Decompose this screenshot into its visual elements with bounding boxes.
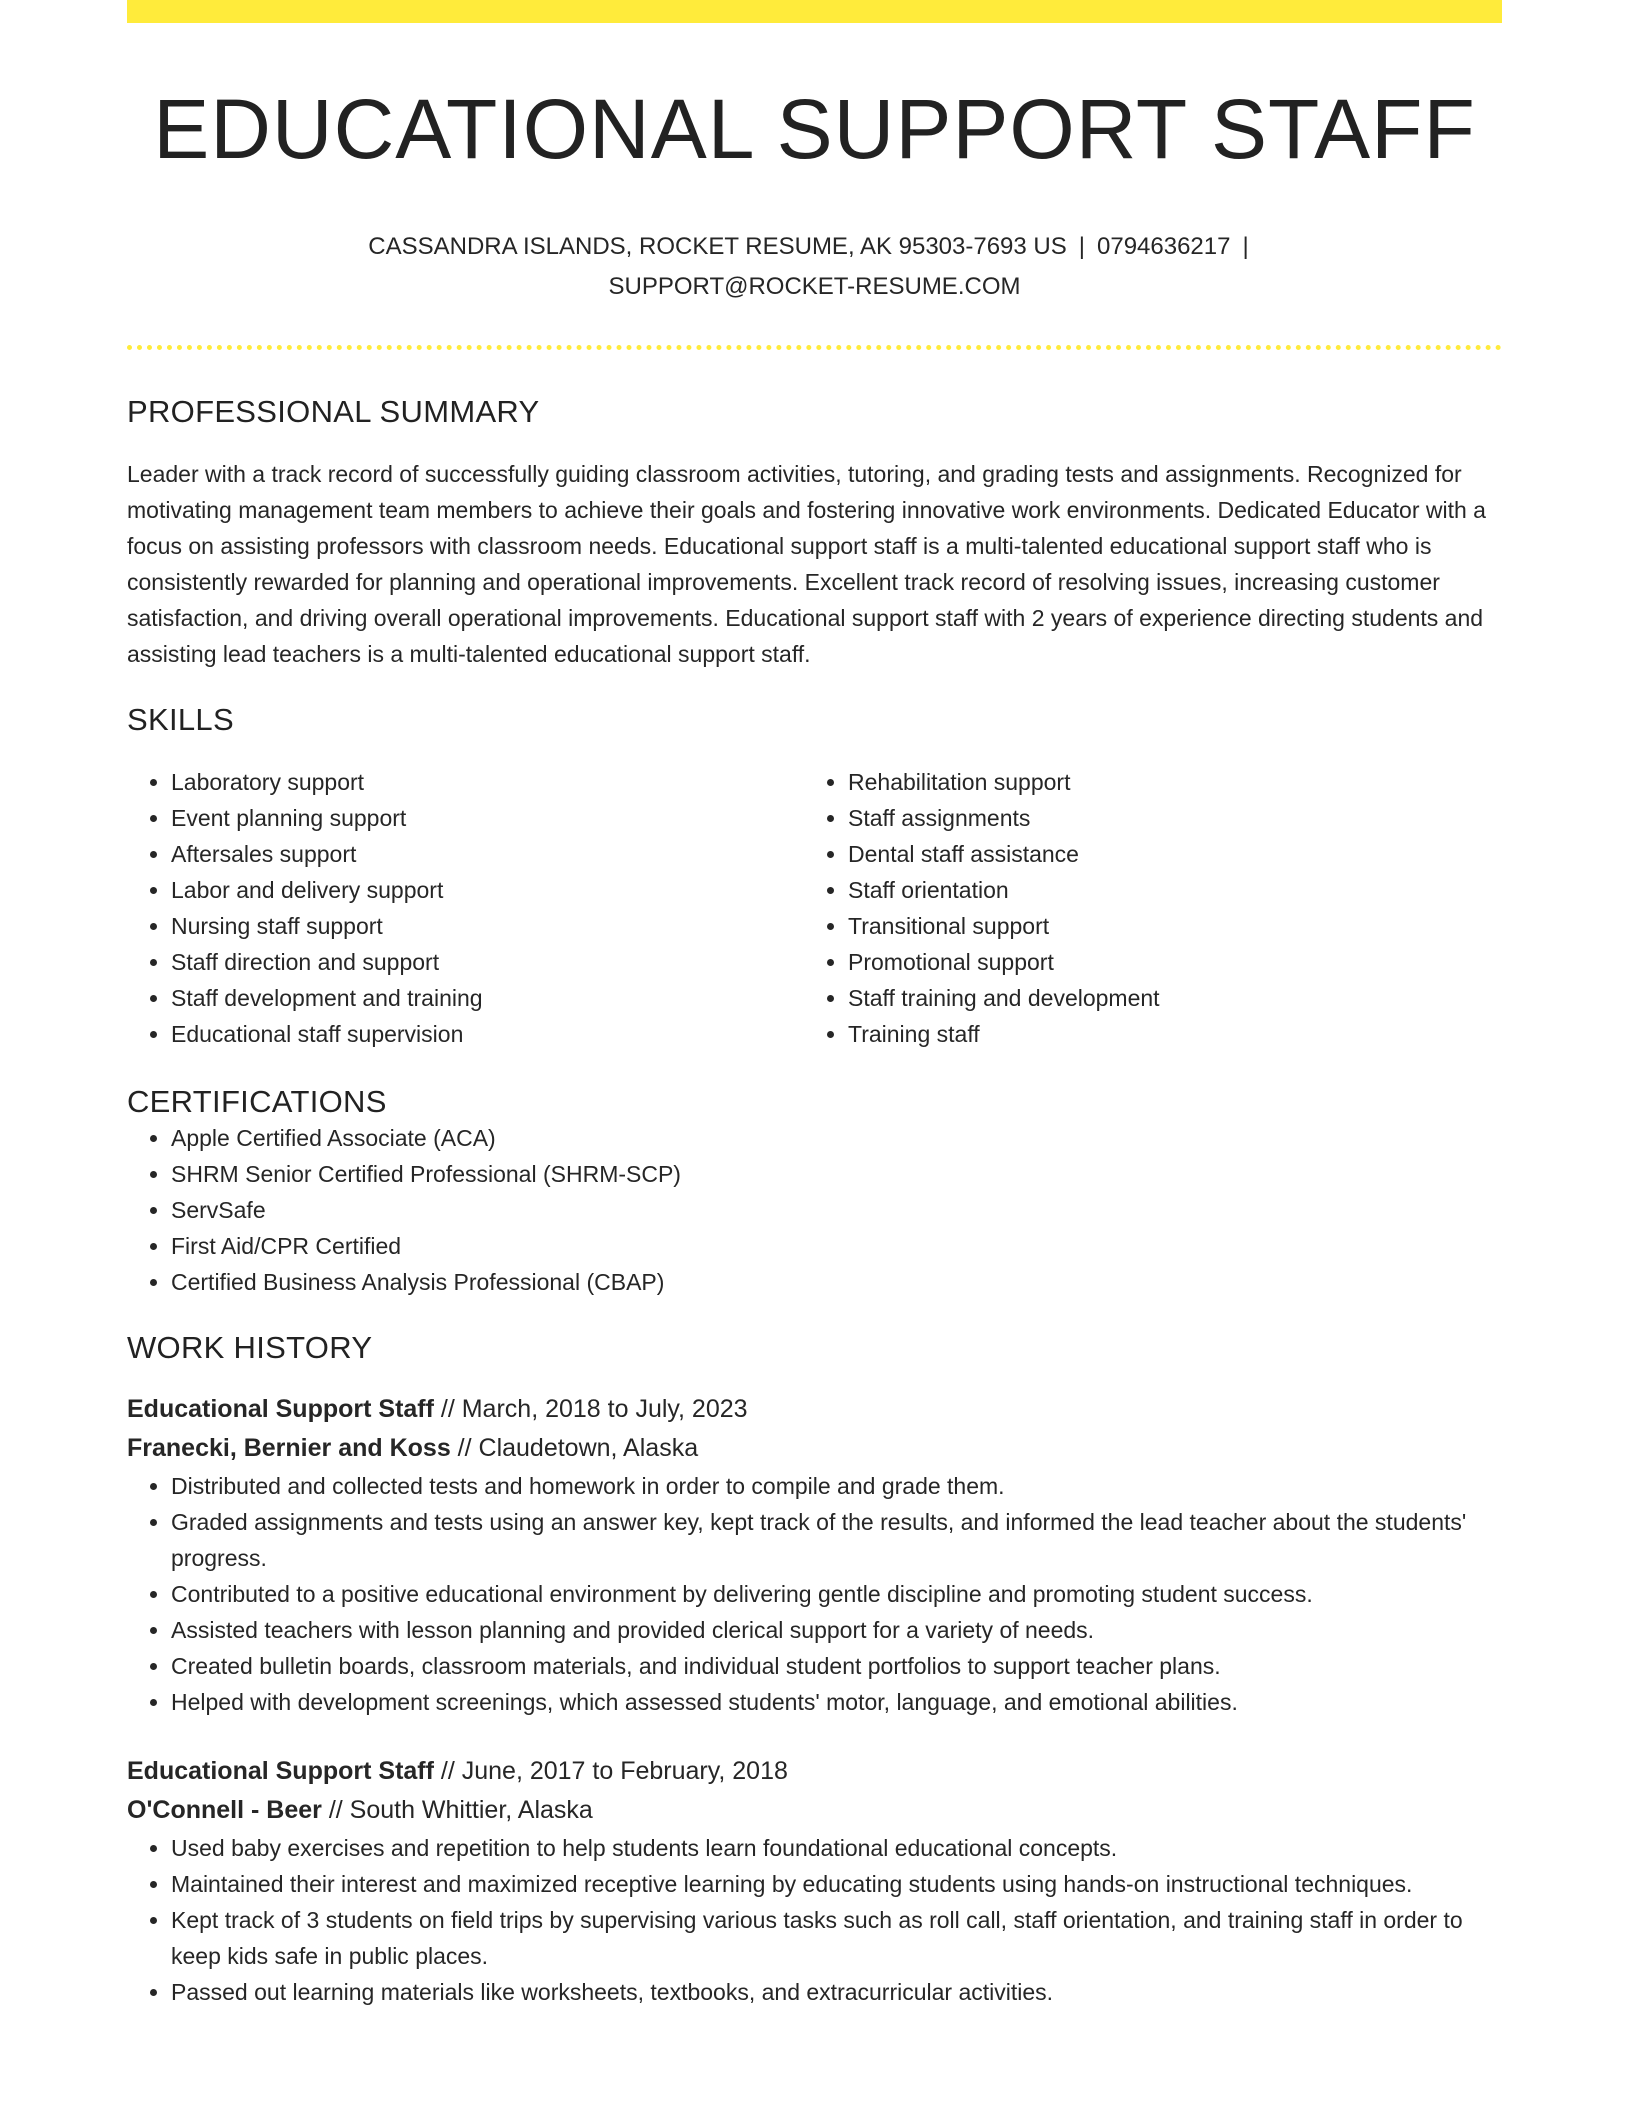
job-duty: • Contributed to a positive educational environment by delivering gentle discipline and promoting student success. [171,1576,1502,1612]
contact-info [127,227,1502,307]
job-duty: • Assisted teachers with lesson planning and provided clerical support for a variety of needs. [171,1612,1502,1648]
job-company: O'Connell - Beer [127,1796,322,1825]
job-duty: • Graded assignments and tests using an answer key, kept track of the results, and informed the lead teacher about the students' progress. [171,1504,1502,1576]
contact-address: CASSANDRA ISLANDS, ROCKET RESUME, AK 95303-7693 US [368,233,1067,261]
certification-item: • Apple Certified Associate (ACA) [171,1120,1502,1156]
job-role-line [127,1752,1502,1791]
certifications-heading: CERTIFICATIONS [127,1084,387,1120]
job-company: Franecki, Bernier and Koss [127,1434,451,1463]
job-duty: • Used baby exercises and repetition to help students learn foundational educational concepts. [171,1830,1502,1866]
skill-item: • Staff development and training [171,980,804,1016]
job-role: Educational Support Staff [127,1395,434,1424]
skill-item: • Educational staff supervision [171,1016,804,1052]
job-role: Educational Support Staff [127,1757,434,1786]
skill-item: • Nursing staff support [171,908,804,944]
skills-columns [127,764,1502,1052]
skill-item: • Training staff [848,1016,1481,1052]
accent-top-bar [127,0,1502,23]
job-duties-list [127,1830,1502,2010]
contact-separator: | [1242,233,1249,261]
resume-page [127,0,1502,2010]
certification-item: • SHRM Senior Certified Professional (SHRM-SCP) [171,1156,1502,1192]
skill-item: • Staff orientation [848,872,1481,908]
job-duties-list [127,1468,1502,1720]
job-role-line [127,1390,1502,1429]
skill-item: • Transitional support [848,908,1481,944]
job-location: // South Whittier, Alaska [321,1796,593,1825]
job-duty: • Passed out learning materials like worksheets, textbooks, and extracurricular activities. [171,1974,1502,2010]
job-entry [127,1752,1502,2010]
job-location: // Claudetown, Alaska [450,1434,699,1463]
skills-column-right [804,764,1481,1052]
job-duty: • Kept track of 3 students on field trips by supervising various tasks such as roll call, staff orientation, and training staff in order to keep kids safe in public places. [171,1902,1502,1974]
skill-item: • Staff assignments [848,800,1481,836]
skill-item: • Event planning support [171,800,804,836]
skills-heading: SKILLS [127,702,234,738]
resume-title: EDUCATIONAL SUPPORT STAFF [153,82,1476,176]
certification-item: • Certified Business Analysis Professional (CBAP) [171,1264,1502,1300]
job-dates: // March, 2018 to July, 2023 [433,1395,748,1424]
skill-item: • Staff training and development [848,980,1481,1016]
skill-item: • Promotional support [848,944,1481,980]
job-duty: • Maintained their interest and maximized receptive learning by educating students using hands-on instructional techniques. [171,1866,1502,1902]
job-duty: • Created bulletin boards, classroom materials, and individual student portfolios to support teacher plans. [171,1648,1502,1684]
skill-item: • Laboratory support [171,764,804,800]
skill-item: • Aftersales support [171,836,804,872]
dotted-divider [127,345,1502,350]
job-entry [127,1390,1502,1720]
job-dates: // June, 2017 to February, 2018 [433,1757,788,1786]
summary-text: Leader with a track record of successfully guiding classroom activities, tutoring, and grading tests and assignments. Recognized for motivating management team members to achieve their goals and fostering innovative work environments. Dedicated Educator with a focus on assisting professors with classroom needs. Educational support staff is a multi-talented educational support staff who is consistently rewarded for planning and operational improvements. Excellent track record of resolving issues, increasing customer satisfaction, and driving overall operational improvements. Educational support staff with 2 years of experience directing students and assisting lead teachers is a multi-talented educational support staff. [127,461,1486,668]
job-duty: • Distributed and collected tests and homework in order to compile and grade them. [171,1468,1502,1504]
summary-heading: PROFESSIONAL SUMMARY [127,394,540,430]
certification-item: • ServSafe [171,1192,1502,1228]
work-history-heading: WORK HISTORY [127,1330,373,1366]
job-company-line [127,1791,1502,1830]
skills-list-left [127,764,804,1052]
skill-item: • Staff direction and support [171,944,804,980]
certifications-list [127,1120,1502,1300]
job-company-line [127,1429,1502,1468]
skill-item: • Rehabilitation support [848,764,1481,800]
skill-item: • Dental staff assistance [848,836,1481,872]
certification-item: • First Aid/CPR Certified [171,1228,1502,1264]
contact-separator: | [1078,233,1085,261]
skills-column-left [127,764,804,1052]
contact-phone: 0794636217 [1097,233,1231,261]
skill-item: • Labor and delivery support [171,872,804,908]
skills-list-right [804,764,1481,1052]
job-duty: • Helped with development screenings, which assessed students' motor, language, and emotional abilities. [171,1684,1502,1720]
contact-email[interactable]: SUPPORT@ROCKET-RESUME.COM [608,273,1021,301]
